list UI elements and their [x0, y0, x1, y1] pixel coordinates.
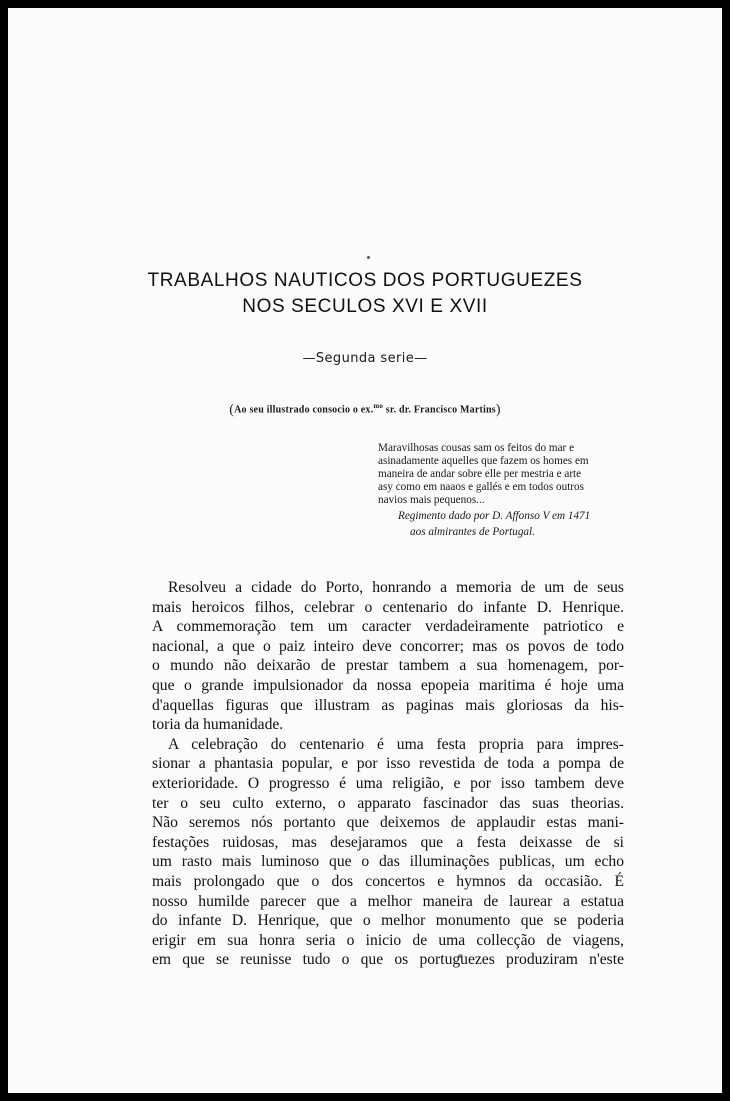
paragraph-2-line: ter o seu culto externo, o apparato fascinador das suas theorias. — [152, 794, 624, 812]
dedication-prefix: Ao seu illustrado consocio o ex. — [234, 404, 374, 416]
paragraph-2-line: exterioridade. O progresso é uma religião, e por isso tambem deve — [152, 774, 624, 792]
epigraph-line: Maravilhosas cousas sam os feitos do mar e — [378, 442, 575, 454]
dedication — [8, 402, 722, 418]
paragraph-1-line: A commemoração tem um caracter verdadeiramente patriotico e — [152, 618, 624, 636]
dedication-suffix: sr. dr. Francisco Martins — [383, 404, 496, 416]
ink-speck — [367, 256, 370, 259]
paragraph-2-line: um rasto mais luminoso que o das illuminações publicas, um echo — [152, 853, 624, 871]
paragraph-1-line: o mundo não deixarão de prestar tambem a sua homenagem, por- — [152, 657, 624, 675]
paragraph-1-line: que o grande impulsionador da nossa epopeia maritima é hoje uma — [152, 676, 624, 694]
title-line-1: TRABALHOS NAUTICOS DOS PORTUGUEZES — [147, 270, 583, 291]
dedication-close-paren: ) — [495, 402, 501, 418]
paragraph-1-line: toria da humanidade. — [152, 716, 284, 734]
paragraph-2-line: mais prolongado que o dos concertos e hymnos da occasião. É — [152, 872, 624, 890]
paragraph-2-line: nosso humilde parecer que a melhor maneira de laurear a estatua — [152, 892, 624, 910]
epigraph-source: Regimento dado por D. Affonso V em 1471 — [398, 510, 591, 522]
paragraph-2-line: erigir em sua honra seria o inicio de uma collecção de viagens, — [152, 931, 624, 949]
epigraph-line: asinadamente aquelles que fazem os homes em — [378, 455, 589, 467]
paragraph-1-line: d'aquellas figuras que illustram as paginas mais gloriosas da his- — [152, 696, 624, 714]
epigraph-line: maneira de andar sobre elle per mestria e arte — [378, 468, 582, 480]
body-text — [152, 578, 624, 970]
document-page — [8, 8, 722, 1093]
epigraph-line: navios mais pequenos... — [378, 494, 485, 506]
paragraph-1-line: Resolveu a cidade do Porto, honrando a memoria de um de seus — [168, 579, 624, 596]
dedication-open-paren: ( — [229, 402, 235, 418]
paragraph-2-line: festações ruidosas, mas desejaramos que a festa deixasse de si — [152, 833, 624, 851]
dedication-superscript: mo — [373, 402, 384, 410]
paragraph-2-line: A celebração do centenario é uma festa propria para impres- — [168, 735, 624, 753]
paragraph-2-line: sionar a phantasia popular, e por isso revestida de toda a pompa de — [152, 755, 624, 773]
paragraph-1-line: mais heroicos filhos, celebrar o centenario do infante D. Henrique. — [152, 598, 624, 616]
paragraph-1-line: nacional, a que o paiz inteiro deve concorrer; mas os povos de todo — [152, 637, 624, 655]
epigraph-line: asy como em naaos e gallés e em todos outros — [378, 481, 584, 493]
series-subtitle: —Segunda serie— — [302, 351, 428, 366]
epigraph-source: aos almirantes de Portugal. — [410, 526, 535, 538]
paragraph-2-line: em que se reunisse tudo o que os portuguezes produziram n'este — [152, 951, 624, 969]
paragraph-2-line: do infante D. Henrique, que o melhor monumento que se poderia — [152, 912, 624, 930]
epigraph — [378, 442, 626, 539]
title-line-2: NOS SECULOS XVI E XVII — [242, 296, 488, 317]
paragraph-2-line: Não seremos nós portanto que deixemos de applaudir estas mani- — [152, 814, 624, 832]
